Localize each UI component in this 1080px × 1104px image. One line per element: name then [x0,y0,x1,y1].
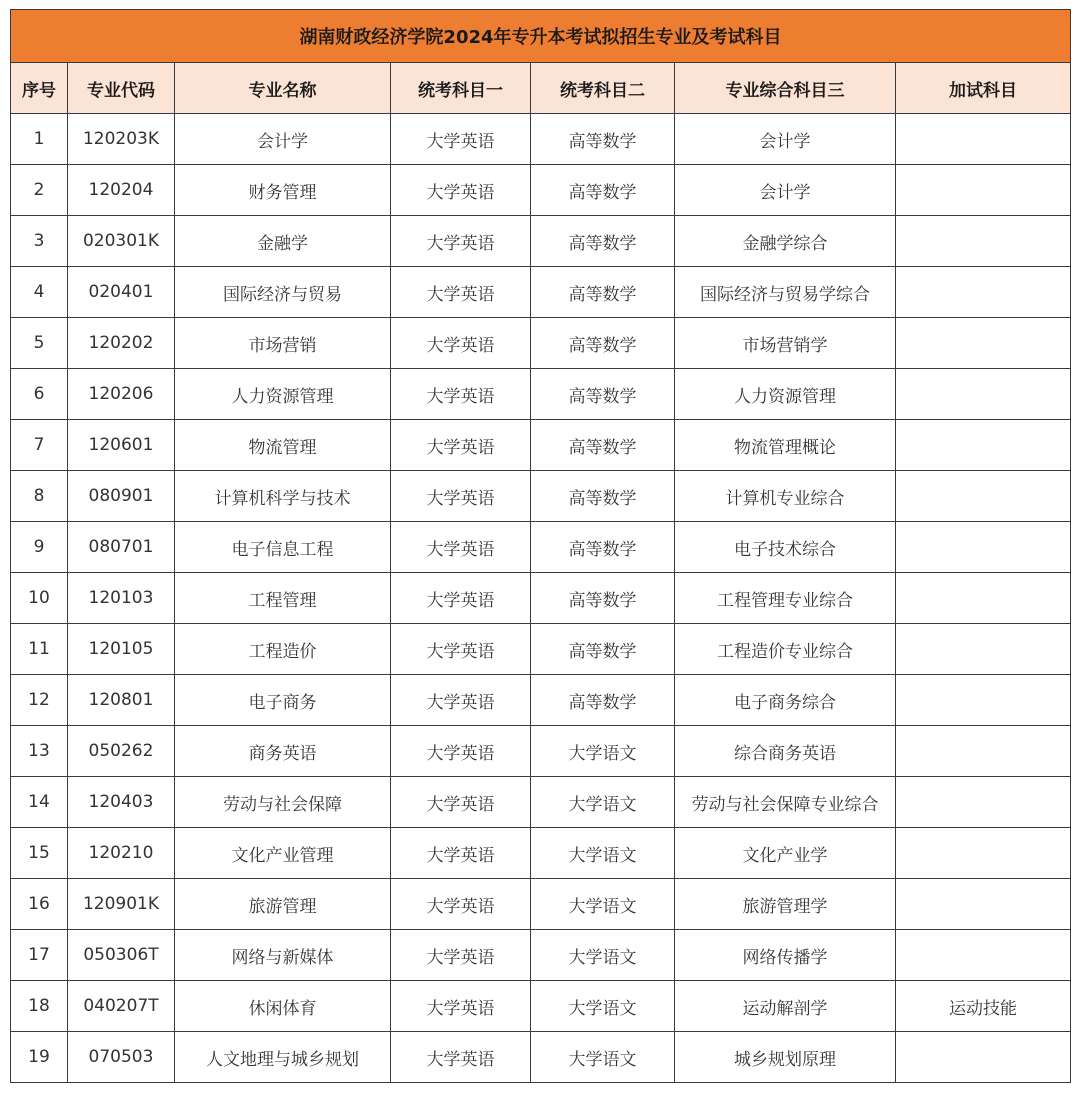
cell-exam-subject-2: 高等数学 [531,675,675,726]
table-body [11,114,1071,1083]
cell-major-code: 120403 [68,777,175,828]
cell-major-code: 120210 [68,828,175,879]
cell-exam-subject-2: 高等数学 [531,471,675,522]
cell-exam-subject-1: 大学英语 [391,879,531,930]
table-row [11,369,1071,420]
table-title: 湖南财政经济学院2024年专升本考试拟招生专业及考试科目 [11,10,1071,63]
cell-extra-subject [896,522,1071,573]
table-row [11,267,1071,318]
cell-exam-subject-3: 物流管理概论 [675,420,896,471]
cell-exam-subject-2: 高等数学 [531,114,675,165]
cell-extra-subject [896,369,1071,420]
cell-exam-subject-3: 金融学综合 [675,216,896,267]
cell-extra-subject [896,726,1071,777]
table-row [11,777,1071,828]
cell-major-name: 工程管理 [175,573,391,624]
cell-extra-subject [896,1032,1071,1083]
cell-major-name: 工程造价 [175,624,391,675]
table-row [11,879,1071,930]
cell-exam-subject-2: 大学语文 [531,981,675,1032]
cell-index: 6 [11,369,68,420]
cell-extra-subject [896,930,1071,981]
cell-major-name: 休闲体育 [175,981,391,1032]
cell-major-name: 会计学 [175,114,391,165]
cell-index: 9 [11,522,68,573]
cell-exam-subject-3: 工程造价专业综合 [675,624,896,675]
cell-index: 3 [11,216,68,267]
cell-major-name: 财务管理 [175,165,391,216]
cell-major-code: 120103 [68,573,175,624]
cell-index: 4 [11,267,68,318]
cell-exam-subject-2: 大学语文 [531,1032,675,1083]
cell-major-code: 120901K [68,879,175,930]
table-row [11,522,1071,573]
table-row [11,471,1071,522]
cell-exam-subject-2: 高等数学 [531,267,675,318]
cell-major-name: 人文地理与城乡规划 [175,1032,391,1083]
cell-index: 13 [11,726,68,777]
header-exam-subject-3: 专业综合科目三 [675,63,896,114]
cell-exam-subject-2: 大学语文 [531,777,675,828]
cell-extra-subject [896,318,1071,369]
cell-exam-subject-1: 大学英语 [391,930,531,981]
cell-index: 2 [11,165,68,216]
cell-major-name: 市场营销 [175,318,391,369]
cell-exam-subject-1: 大学英语 [391,420,531,471]
cell-index: 19 [11,1032,68,1083]
table-row [11,216,1071,267]
header-exam-subject-2: 统考科目二 [531,63,675,114]
cell-major-name: 物流管理 [175,420,391,471]
cell-major-code: 120204 [68,165,175,216]
cell-exam-subject-1: 大学英语 [391,726,531,777]
cell-exam-subject-1: 大学英语 [391,981,531,1032]
table-row [11,726,1071,777]
table-row [11,165,1071,216]
cell-exam-subject-2: 高等数学 [531,420,675,471]
cell-exam-subject-2: 高等数学 [531,318,675,369]
cell-major-code: 120601 [68,420,175,471]
cell-major-name: 商务英语 [175,726,391,777]
cell-major-code: 120206 [68,369,175,420]
cell-exam-subject-1: 大学英语 [391,1032,531,1083]
cell-index: 5 [11,318,68,369]
cell-exam-subject-1: 大学英语 [391,777,531,828]
table-row [11,420,1071,471]
cell-exam-subject-1: 大学英语 [391,216,531,267]
cell-exam-subject-1: 大学英语 [391,522,531,573]
cell-major-name: 人力资源管理 [175,369,391,420]
table-row [11,318,1071,369]
cell-index: 8 [11,471,68,522]
table-row [11,675,1071,726]
table-row [11,1032,1071,1083]
header-extra-subject: 加试科目 [896,63,1071,114]
header-index: 序号 [11,63,68,114]
cell-extra-subject [896,471,1071,522]
cell-exam-subject-3: 会计学 [675,165,896,216]
cell-major-name: 计算机科学与技术 [175,471,391,522]
cell-major-name: 电子信息工程 [175,522,391,573]
cell-exam-subject-1: 大学英语 [391,471,531,522]
cell-extra-subject [896,573,1071,624]
cell-exam-subject-2: 高等数学 [531,165,675,216]
table-row [11,828,1071,879]
cell-exam-subject-3: 劳动与社会保障专业综合 [675,777,896,828]
cell-extra-subject [896,165,1071,216]
cell-exam-subject-3: 计算机专业综合 [675,471,896,522]
title-row [11,10,1071,63]
header-major-name: 专业名称 [175,63,391,114]
cell-exam-subject-2: 大学语文 [531,726,675,777]
cell-major-code: 120801 [68,675,175,726]
cell-exam-subject-3: 电子商务综合 [675,675,896,726]
cell-major-name: 旅游管理 [175,879,391,930]
header-exam-subject-1: 统考科目一 [391,63,531,114]
cell-major-code: 120202 [68,318,175,369]
cell-exam-subject-1: 大学英语 [391,828,531,879]
header-row [11,63,1071,114]
table-row [11,930,1071,981]
cell-index: 1 [11,114,68,165]
cell-exam-subject-1: 大学英语 [391,318,531,369]
table-row [11,114,1071,165]
cell-exam-subject-2: 高等数学 [531,369,675,420]
cell-major-code: 080901 [68,471,175,522]
cell-major-code: 020401 [68,267,175,318]
cell-exam-subject-3: 国际经济与贸易学综合 [675,267,896,318]
cell-extra-subject [896,828,1071,879]
cell-major-code: 080701 [68,522,175,573]
cell-exam-subject-3: 文化产业学 [675,828,896,879]
cell-extra-subject [896,777,1071,828]
cell-exam-subject-2: 高等数学 [531,624,675,675]
table-row [11,624,1071,675]
cell-exam-subject-1: 大学英语 [391,675,531,726]
cell-extra-subject [896,216,1071,267]
cell-major-name: 国际经济与贸易 [175,267,391,318]
cell-exam-subject-3: 网络传播学 [675,930,896,981]
cell-index: 14 [11,777,68,828]
cell-major-name: 网络与新媒体 [175,930,391,981]
cell-major-code: 040207T [68,981,175,1032]
cell-extra-subject [896,114,1071,165]
cell-exam-subject-1: 大学英语 [391,114,531,165]
table-row [11,981,1071,1032]
cell-index: 7 [11,420,68,471]
cell-exam-subject-3: 电子技术综合 [675,522,896,573]
cell-index: 15 [11,828,68,879]
cell-exam-subject-1: 大学英语 [391,573,531,624]
cell-exam-subject-2: 大学语文 [531,879,675,930]
cell-index: 12 [11,675,68,726]
cell-major-name: 金融学 [175,216,391,267]
cell-exam-subject-1: 大学英语 [391,165,531,216]
cell-index: 17 [11,930,68,981]
header-major-code: 专业代码 [68,63,175,114]
cell-major-name: 文化产业管理 [175,828,391,879]
cell-extra-subject: 运动技能 [896,981,1071,1032]
cell-major-name: 电子商务 [175,675,391,726]
admission-subjects-sheet [10,9,1070,1083]
cell-exam-subject-3: 综合商务英语 [675,726,896,777]
cell-exam-subject-1: 大学英语 [391,267,531,318]
cell-extra-subject [896,675,1071,726]
cell-extra-subject [896,624,1071,675]
cell-exam-subject-2: 高等数学 [531,216,675,267]
cell-exam-subject-2: 高等数学 [531,573,675,624]
cell-exam-subject-3: 运动解剖学 [675,981,896,1032]
cell-exam-subject-2: 大学语文 [531,930,675,981]
cell-exam-subject-3: 会计学 [675,114,896,165]
cell-exam-subject-3: 人力资源管理 [675,369,896,420]
cell-exam-subject-3: 旅游管理学 [675,879,896,930]
cell-major-code: 120105 [68,624,175,675]
cell-major-code: 050306T [68,930,175,981]
cell-exam-subject-3: 城乡规划原理 [675,1032,896,1083]
cell-extra-subject [896,420,1071,471]
cell-exam-subject-3: 工程管理专业综合 [675,573,896,624]
cell-exam-subject-3: 市场营销学 [675,318,896,369]
cell-exam-subject-2: 大学语文 [531,828,675,879]
cell-index: 16 [11,879,68,930]
cell-index: 18 [11,981,68,1032]
cell-exam-subject-2: 高等数学 [531,522,675,573]
cell-major-code: 050262 [68,726,175,777]
table-row [11,573,1071,624]
cell-major-code: 020301K [68,216,175,267]
cell-extra-subject [896,267,1071,318]
cell-index: 10 [11,573,68,624]
cell-major-code: 120203K [68,114,175,165]
cell-exam-subject-1: 大学英语 [391,624,531,675]
cell-major-name: 劳动与社会保障 [175,777,391,828]
cell-major-code: 070503 [68,1032,175,1083]
admission-subjects-table [10,9,1071,1083]
cell-exam-subject-1: 大学英语 [391,369,531,420]
cell-index: 11 [11,624,68,675]
cell-extra-subject [896,879,1071,930]
